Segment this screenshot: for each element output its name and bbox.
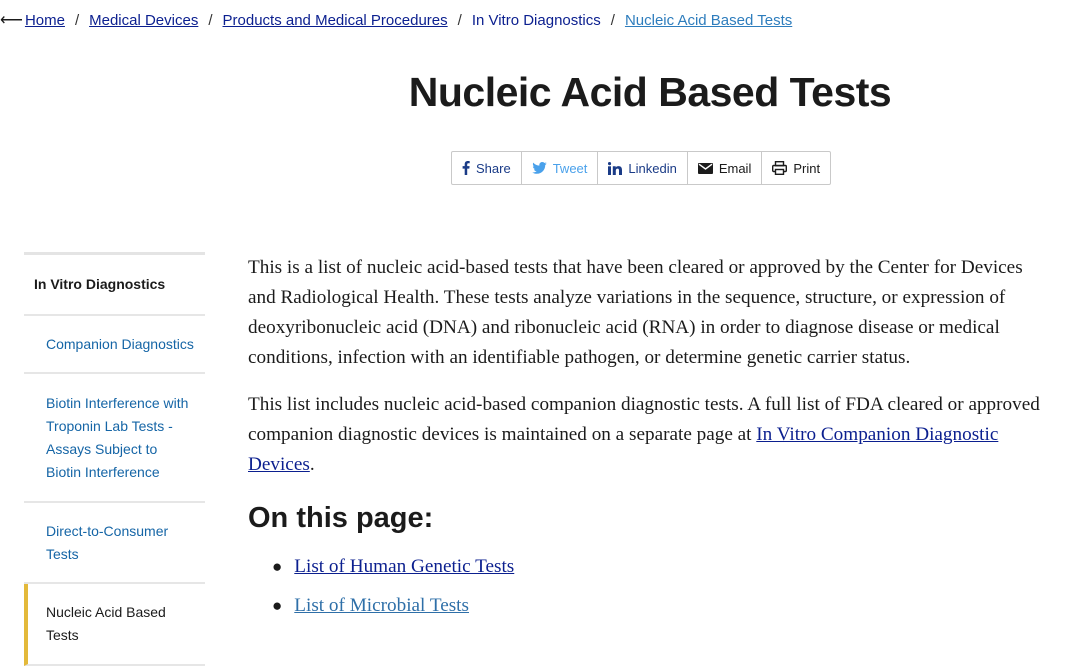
sidebar-item-biotin-interference[interactable] [24,374,205,503]
companion-paragraph [248,390,1048,480]
envelope-icon [698,163,713,174]
breadcrumb-separator: / [610,12,615,29]
back-arrow-icon: ⟵ [0,12,23,29]
sidebar-item-label: Direct-to-Consumer Tests [46,522,169,562]
breadcrumb-separator: / [208,12,213,29]
on-this-page-list [248,552,1048,621]
bullet-icon: ● [272,596,283,615]
sidebar-item-companion-diagnostics[interactable] [24,316,205,374]
sidebar-nav [24,252,205,666]
sidebar-header[interactable] [24,255,205,316]
breadcrumb [0,10,792,32]
breadcrumb-current-page[interactable]: Nucleic Acid Based Tests [624,12,793,29]
facebook-icon [462,161,470,175]
list-item [272,552,1048,582]
facebook-share-label: Share [476,160,511,176]
breadcrumb-products-procedures[interactable]: Products and Medical Procedures [222,12,448,29]
linkedin-share-label: Linkedin [628,160,677,176]
companion-paragraph-end: . [309,454,315,475]
print-label: Print [793,160,821,176]
share-toolbar [451,151,831,185]
breadcrumb-in-vitro-diagnostics[interactable]: In Vitro Diagnostics [471,12,601,29]
email-share-button[interactable] [688,152,763,184]
linkedin-share-button[interactable] [598,152,687,184]
bullet-icon: ● [272,557,283,576]
print-button[interactable] [762,152,830,184]
sidebar-item-label: Biotin Interference with Troponin Lab Tests - Assays Subject to Biotin Interference [46,394,189,480]
breadcrumb-medical-devices[interactable]: Medical Devices [89,12,199,29]
intro-paragraph: This is a list of nucleic acid-based tests that have been cleared or approved by the Center for Devices and Radiological Health. These tests analyze variations in the sequence, structure, or expression of deoxyribonucleic acid (DNA) and ribonucleic acid (RNA) in order to diagnose disease or medical conditions, infection with an identifiable pathogen, or determine genetic carrier status. [248,257,1023,368]
in-vitro-companion-diagnostic-devices-link[interactable]: In Vitro Companion Diagnostic Devices [248,424,999,475]
linkedin-icon [608,162,622,175]
twitter-icon [532,162,547,174]
breadcrumb-home[interactable]: Home [24,12,65,29]
on-this-page-heading: On this page: [248,502,434,534]
sidebar-item-label: Companion Diagnostics [46,335,194,352]
sidebar-item-nucleic-acid-based-tests[interactable] [24,584,205,666]
email-share-label: Email [718,160,752,176]
printer-icon [772,161,787,175]
page-title: Nucleic Acid Based Tests [408,69,892,115]
facebook-share-button[interactable] [452,152,522,184]
human-genetic-tests-link[interactable]: List of Human Genetic Tests [294,556,515,577]
sidebar-item-direct-to-consumer[interactable] [24,503,205,584]
breadcrumb-separator: / [74,12,80,29]
breadcrumb-separator: / [457,12,462,29]
main-content [248,253,1048,630]
list-item [272,591,1048,621]
companion-paragraph-text: This list includes nucleic acid-based companion diagnostic tests. A full list of FDA cleared or approved companion diagnostic devices is maintained on a separate page at [248,394,1040,445]
twitter-share-button[interactable] [522,152,599,184]
microbial-tests-link[interactable]: List of Microbial Tests [294,595,469,616]
sidebar-header-label: In Vitro Diagnostics [34,276,166,292]
twitter-share-label: Tweet [552,160,588,176]
sidebar-item-label: Nucleic Acid Based Tests [46,604,166,643]
